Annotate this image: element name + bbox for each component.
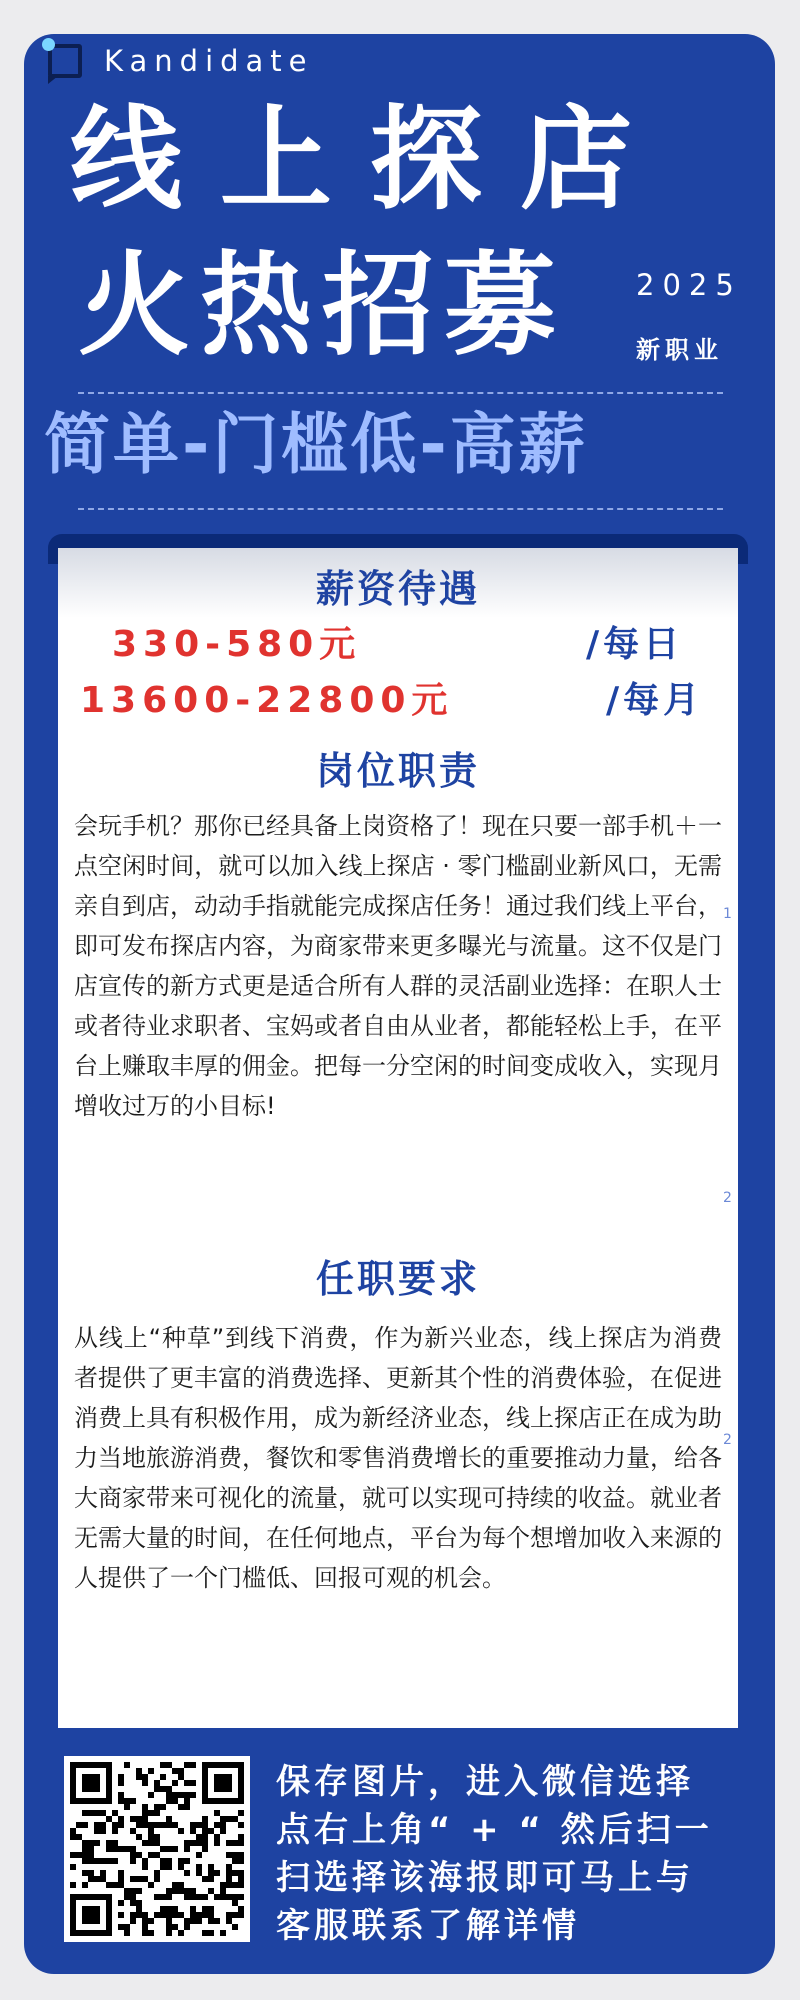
- info-card: [58, 548, 738, 1728]
- instruction-line: 客服联系了解详情: [276, 1906, 580, 1946]
- divider-bottom: [78, 508, 723, 510]
- slogan: 简单-门槛低-高薪: [44, 406, 588, 483]
- new-career-tag: 新职业: [636, 336, 723, 364]
- monthly-salary: 13600-22800元: [80, 680, 454, 721]
- chat-bubble-icon: [48, 44, 82, 78]
- divider-top: [78, 392, 723, 394]
- monthly-unit: /每月: [606, 680, 704, 721]
- logo-text: Kandidate: [104, 44, 314, 78]
- requirements-title: 任职要求: [315, 1257, 480, 1301]
- headline-line-1: 线上探店: [70, 95, 670, 225]
- daily-unit: /每日: [586, 624, 684, 665]
- headline-line-2: 火热招募: [78, 241, 566, 371]
- footnote-mark: 2: [723, 1432, 732, 1448]
- duties-title: 岗位职责: [315, 749, 480, 793]
- instruction-line: 扫选择该海报即可马上与: [276, 1858, 694, 1898]
- requirements-text: 从线上“种草”到线下消费，作为新兴业态，线上探店为消费者提供了更丰富的消费选择、更新其个性的消费体验，在促进消费上具有积极作用，成为新经济业态，线上探店正在成为助力当地旅游消费，餐饮和零售消费增长的重要推动力量，给各大商家带来可视化的流量，就可以实现可持续的收益。就业者无需大量的时间，在任何地点，平台为每个想增加收入来源的人提供了一个门槛低、回报可观的机会。: [74, 1324, 722, 1592]
- salary-title: 薪资待遇: [315, 567, 480, 611]
- footnote-mark: 2: [723, 1190, 732, 1206]
- duties-text: 会玩手机？那你已经具备上岗资格了！现在只要一部手机＋一点空闲时间，就可以加入线上探店 · 零门槛副业新风口，无需亲自到店，动动手指就能完成探店任务！通过我们线上平台，即可发布探店内容，为商家带来更多曝光与流量。这不仅是门店宣传的新方式更是适合所有人群的灵活副业选择：在职人士或者待业求职者、宝妈或者自由从业者，都能轻松上手，在平台上赚取丰厚的佣金。把每一分空闲的时间变成收入，实现月增收过万的小目标!: [74, 812, 722, 1120]
- scan-instructions: [276, 1758, 746, 1950]
- footnote-mark: 1: [723, 906, 732, 922]
- qr-code: [64, 1756, 250, 1942]
- year-label: 2025: [636, 268, 742, 302]
- brand-logo: [48, 44, 314, 78]
- instruction-line: 保存图片，进入微信选择: [276, 1762, 694, 1802]
- instruction-line: 点右上角“ + “ 然后扫一: [276, 1810, 713, 1850]
- daily-salary: 330-580元: [112, 624, 362, 665]
